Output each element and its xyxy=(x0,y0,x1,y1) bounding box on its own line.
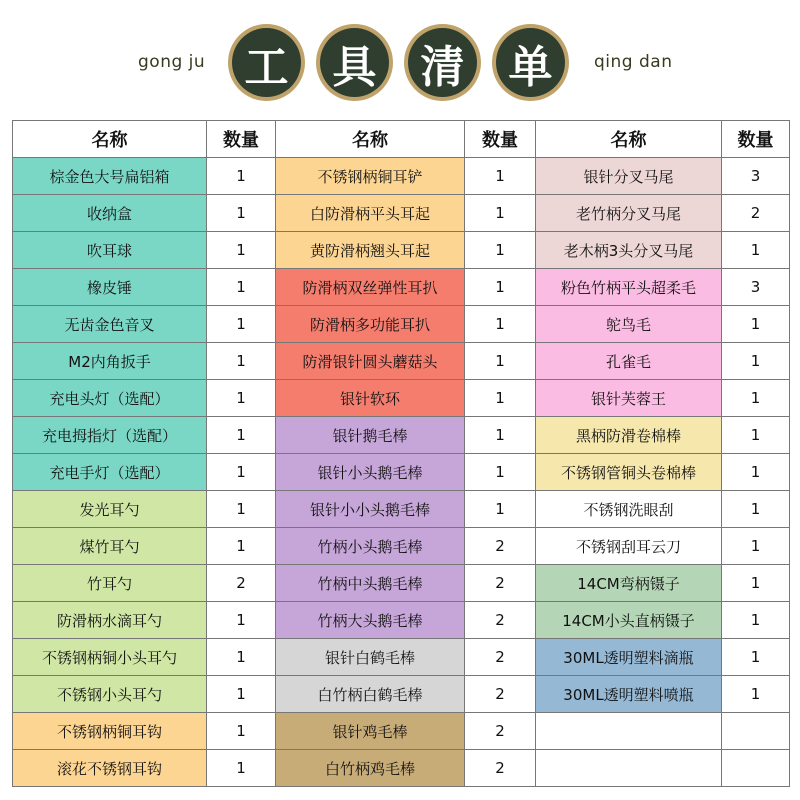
item-qty: 1 xyxy=(207,306,276,343)
item-name: 鸵鸟毛 xyxy=(536,306,722,343)
item-qty: 1 xyxy=(207,528,276,565)
header-qty: 数量 xyxy=(722,121,790,158)
item-qty xyxy=(722,750,790,787)
item-qty: 3 xyxy=(722,158,790,195)
item-name: 银针鹅毛棒 xyxy=(276,417,465,454)
item-qty: 1 xyxy=(465,195,536,232)
item-name: 竹柄大头鹅毛棒 xyxy=(276,602,465,639)
item-name: 银针小头鹅毛棒 xyxy=(276,454,465,491)
item-name: 充电拇指灯（选配） xyxy=(13,417,207,454)
item-qty: 2 xyxy=(465,713,536,750)
table-row xyxy=(13,565,790,602)
item-qty: 1 xyxy=(722,380,790,417)
item-qty: 1 xyxy=(465,454,536,491)
item-name: 防滑柄水滴耳勺 xyxy=(13,602,207,639)
item-qty: 1 xyxy=(465,306,536,343)
item-qty: 2 xyxy=(465,750,536,787)
item-name: 30ML透明塑料喷瓶 xyxy=(536,676,722,713)
pinyin-left: gong ju xyxy=(138,52,206,72)
title-char-circle xyxy=(228,24,305,101)
title-char-circle xyxy=(492,24,569,101)
item-qty: 2 xyxy=(465,565,536,602)
item-qty: 2 xyxy=(207,565,276,602)
item-name: 黑柄防滑卷棉棒 xyxy=(536,417,722,454)
header-name: 名称 xyxy=(13,121,207,158)
item-qty: 1 xyxy=(207,343,276,380)
item-name: 棕金色大号扁铝箱 xyxy=(13,158,207,195)
item-qty: 1 xyxy=(465,491,536,528)
item-name: 防滑柄多功能耳扒 xyxy=(276,306,465,343)
item-name: 黄防滑柄翘头耳起 xyxy=(276,232,465,269)
item-qty: 1 xyxy=(465,158,536,195)
item-qty: 1 xyxy=(207,676,276,713)
item-name: 老竹柄分叉马尾 xyxy=(536,195,722,232)
item-name: 不锈钢刮耳云刀 xyxy=(536,528,722,565)
item-qty: 1 xyxy=(465,343,536,380)
title-char: 单 xyxy=(496,28,565,97)
item-name: 发光耳勺 xyxy=(13,491,207,528)
item-name: 竹耳勺 xyxy=(13,565,207,602)
header-qty: 数量 xyxy=(207,121,276,158)
item-name: 滚花不锈钢耳钩 xyxy=(13,750,207,787)
item-qty: 1 xyxy=(722,306,790,343)
item-name: 不锈钢柄铜耳铲 xyxy=(276,158,465,195)
table-row xyxy=(13,269,790,306)
item-name: 无齿金色音叉 xyxy=(13,306,207,343)
title-char-circle xyxy=(316,24,393,101)
item-name: 银针分叉马尾 xyxy=(536,158,722,195)
item-qty: 1 xyxy=(207,491,276,528)
item-name: 14CM弯柄镊子 xyxy=(536,565,722,602)
item-name: 吹耳球 xyxy=(13,232,207,269)
header-name: 名称 xyxy=(536,121,722,158)
item-qty: 2 xyxy=(465,639,536,676)
item-qty: 1 xyxy=(722,602,790,639)
item-qty: 1 xyxy=(207,750,276,787)
item-name: 老木柄3头分叉马尾 xyxy=(536,232,722,269)
table-row xyxy=(13,528,790,565)
table-header-row xyxy=(13,121,790,158)
item-qty: 1 xyxy=(722,639,790,676)
item-qty: 2 xyxy=(465,528,536,565)
item-name: 竹柄小头鹅毛棒 xyxy=(276,528,465,565)
table-row xyxy=(13,417,790,454)
item-name: 不锈钢管铜头卷棉棒 xyxy=(536,454,722,491)
item-qty: 2 xyxy=(465,676,536,713)
table-row xyxy=(13,491,790,528)
item-name: 收纳盒 xyxy=(13,195,207,232)
item-qty: 1 xyxy=(465,417,536,454)
item-qty: 1 xyxy=(722,232,790,269)
item-name: 防滑柄双丝弹性耳扒 xyxy=(276,269,465,306)
item-qty: 1 xyxy=(207,380,276,417)
table-row xyxy=(13,602,790,639)
item-qty: 1 xyxy=(207,602,276,639)
header-qty: 数量 xyxy=(465,121,536,158)
item-qty: 2 xyxy=(722,195,790,232)
table-row xyxy=(13,454,790,491)
item-name: 防滑银针圆头蘑菇头 xyxy=(276,343,465,380)
item-name: 白竹柄鸡毛棒 xyxy=(276,750,465,787)
title-char: 清 xyxy=(408,28,477,97)
item-name: 橡皮锤 xyxy=(13,269,207,306)
item-name xyxy=(536,713,722,750)
item-qty: 1 xyxy=(722,454,790,491)
item-qty: 1 xyxy=(722,676,790,713)
table-row xyxy=(13,232,790,269)
table-row xyxy=(13,195,790,232)
item-qty: 3 xyxy=(722,269,790,306)
item-qty: 1 xyxy=(465,269,536,306)
item-name: 银针芙蓉王 xyxy=(536,380,722,417)
table-row xyxy=(13,343,790,380)
item-qty: 1 xyxy=(465,380,536,417)
item-qty: 1 xyxy=(722,528,790,565)
table-row xyxy=(13,639,790,676)
item-name: 14CM小头直柄镊子 xyxy=(536,602,722,639)
item-qty: 1 xyxy=(207,639,276,676)
item-qty: 1 xyxy=(207,195,276,232)
table-row xyxy=(13,380,790,417)
item-name: 不锈钢小头耳勺 xyxy=(13,676,207,713)
item-name: 煤竹耳勺 xyxy=(13,528,207,565)
table-row xyxy=(13,306,790,343)
table-row xyxy=(13,158,790,195)
item-name: 银针小小头鹅毛棒 xyxy=(276,491,465,528)
item-name: M2内角扳手 xyxy=(13,343,207,380)
item-qty: 1 xyxy=(465,232,536,269)
item-qty: 1 xyxy=(207,232,276,269)
item-name: 30ML透明塑料滴瓶 xyxy=(536,639,722,676)
item-name: 充电头灯（选配） xyxy=(13,380,207,417)
item-qty: 1 xyxy=(207,454,276,491)
item-qty: 1 xyxy=(722,343,790,380)
item-qty: 1 xyxy=(207,417,276,454)
title-char: 具 xyxy=(320,28,389,97)
table-row xyxy=(13,713,790,750)
item-qty: 1 xyxy=(207,713,276,750)
item-qty: 1 xyxy=(207,269,276,306)
item-name: 充电手灯（选配） xyxy=(13,454,207,491)
tool-list-table xyxy=(12,120,790,787)
item-name: 白竹柄白鹤毛棒 xyxy=(276,676,465,713)
item-name: 不锈钢柄铜小头耳勺 xyxy=(13,639,207,676)
item-qty: 1 xyxy=(207,158,276,195)
item-name: 银针白鹤毛棒 xyxy=(276,639,465,676)
item-name xyxy=(536,750,722,787)
item-name: 不锈钢洗眼刮 xyxy=(536,491,722,528)
title-char: 工 xyxy=(232,28,301,97)
item-name: 竹柄中头鹅毛棒 xyxy=(276,565,465,602)
item-qty: 1 xyxy=(722,565,790,602)
item-name: 孔雀毛 xyxy=(536,343,722,380)
item-qty: 1 xyxy=(722,417,790,454)
item-qty: 1 xyxy=(722,491,790,528)
title-char-circle xyxy=(404,24,481,101)
table-row xyxy=(13,750,790,787)
header xyxy=(0,0,800,118)
table-row xyxy=(13,676,790,713)
header-name: 名称 xyxy=(276,121,465,158)
item-name: 不锈钢柄铜耳钩 xyxy=(13,713,207,750)
item-qty xyxy=(722,713,790,750)
item-name: 银针鸡毛棒 xyxy=(276,713,465,750)
item-name: 粉色竹柄平头超柔毛 xyxy=(536,269,722,306)
item-name: 银针软环 xyxy=(276,380,465,417)
item-qty: 2 xyxy=(465,602,536,639)
item-name: 白防滑柄平头耳起 xyxy=(276,195,465,232)
table-body xyxy=(13,158,790,787)
pinyin-right: qing dan xyxy=(594,52,673,72)
